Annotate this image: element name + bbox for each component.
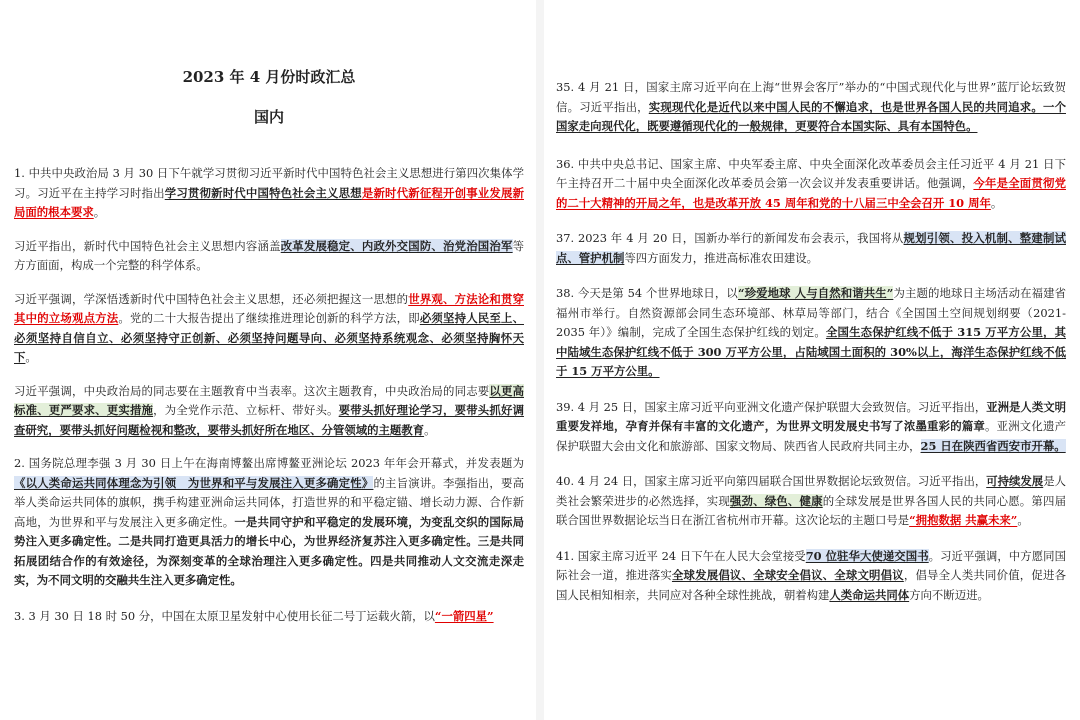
text-run: 。 (25, 350, 37, 364)
news-item-1-para-2 (14, 237, 524, 276)
key-point-text: 全球发展倡议、全球安全倡议、全球文明倡议 (671, 568, 904, 582)
news-item-38 (556, 284, 1066, 382)
blue-highlight-text: 70 位驻华大使递交国书 (805, 548, 929, 563)
key-point-text: 全国生态保护红线不低于 315 万平方公里，其中陆域生态保护红线不低于 300 万平方公里，占陆域国土面积的 30%以上，海洋生态保护红线不低于 15 万平方公里。 (556, 325, 1066, 378)
key-point-text: 学习贯彻新时代中国特色社会主义思想 (164, 185, 362, 200)
blue-highlight-text: 规划引领、投入机制、整建制试点、管护机制 (556, 231, 1066, 265)
green-highlight-text: 以更高标准、更严要求、更实措施 (14, 383, 524, 417)
blue-highlight-text: 改革发展稳定、内政外交国防、治党治国治军 (280, 238, 513, 253)
text-run: 。亚洲文化遗产保护联盟大会由文化和旅游部、国家文物局、陕西省人民政府共同主办， (556, 419, 1066, 453)
news-item-3 (14, 607, 524, 627)
text-run: 习近平强调，中央政治局的同志要在主题教育中当表率。这次主题教育，中央政治局的同志要 (14, 383, 490, 398)
news-item-35 (556, 78, 1066, 137)
news-item-1-para-3 (14, 290, 524, 368)
text-run: ，为全党作示范、立标杆、带好头。 (153, 403, 339, 417)
text-run: 。 (93, 205, 106, 219)
blue-highlight-text: 《以人类命运共同体理念为引领 为世界和平与发展注入更多确定性》 (14, 475, 374, 490)
news-item-37 (556, 229, 1066, 268)
bold-text: 亚洲是人类文明重要发祥地，孕育并保有丰富的文化遗产，为世界文明发展史书写了浓墨重彩的篇章 (556, 399, 1066, 433)
text-run: 的主旨演讲。李强指出，要高举人类命运共同体的旗帜，携手构建亚洲命运共同体，打造世界的和平稳定锚、增长动力源、合作新高地，为世界和平与发展注入更多确定性。 (14, 475, 524, 529)
news-item-2 (14, 454, 524, 591)
text-run: 39. 4 月 25 日，国家主席习近平向亚洲文化遗产保护联盟大会致贺信。习近平指出， (556, 399, 987, 414)
text-run: 为主题的地球日主场活动在福建省福州市举行。自然资源部会同生态环境部、林草局等部门，结合《全国国土空间规划纲要（2021-2035 年）》编制，完成了全国生态保护红线的划定。 (556, 286, 1066, 339)
text-run: 41. 国家主席习近平 24 日下午在人民大会堂接受 (556, 548, 806, 563)
text-run: 习近平强调，学深悟透新时代中国特色社会主义思想，还必须把握这一思想的 (14, 291, 409, 306)
text-run: 。 (1017, 513, 1029, 527)
document-title: 2023 年 4 月份时政汇总 (182, 68, 356, 86)
green-highlight-text: 强劲、绿色、健康 (729, 493, 823, 508)
text-run: 等方方面面，构成一个完整的科学体系。 (14, 238, 524, 272)
key-point-text: 人类命运共同体 (829, 587, 910, 602)
news-item-36 (556, 155, 1066, 214)
text-run: 习近平指出，新时代中国特色社会主义思想内容涵盖 (14, 238, 281, 253)
text-run: 1. 中共中央政治局 3 月 30 日下午就学习贯彻习近平新时代中国特色社会主义思想进行第四次集体学习。习近平在主持学习时指出 (14, 166, 524, 200)
text-run: 。党的二十大报告提出了继续推进理论创新的科学方法，即 (118, 311, 420, 325)
text-run: 是人类社会繁荣进步的必然选择，实现 (556, 474, 1066, 508)
news-item-39 (556, 398, 1066, 457)
text-run: ，倡导全人类共同价值，促进各国人民相知相亲，共同应对各种全球性挑战，朝着构建 (556, 568, 1066, 602)
text-run: 。 (990, 195, 1003, 210)
text-run: 。 (424, 422, 436, 437)
right-page (540, 0, 1080, 720)
text-run: 方向不断迈进。 (909, 587, 989, 602)
news-item-1 (14, 164, 524, 223)
news-item-40 (556, 472, 1066, 531)
red-key-point-text: 世界观、方法论和贯穿其中的立场观点方法 (14, 291, 524, 325)
bold-text: 一是共同守护和平稳定的发展环境，为变乱交织的国际局势注入更多确定性。二是共同打造更具活力的增长中心，为世界经济复苏注入更多确定性。三是共同拓展团结合作的有效途径，为深刻变革的全球治理注入更多确定性。四是共同推动人文交流走深走实，为不同文明的交融共生注入更多确定性。 (14, 514, 524, 587)
key-point-text: 必须坚持人民至上、必须坚持自信自立、必须坚持守正创新、必须坚持问题导向、必须坚持系统观念、必须坚持胸怀天下 (14, 311, 524, 364)
text-run: 37. 2023 年 4 月 20 日，国新办举行的新闻发布会表示，我国将从 (556, 231, 904, 245)
text-run: 。习近平强调，中方愿同国际社会一道，推进落实 (556, 548, 1066, 582)
red-key-point-text: “拥抱数据 共赢未来” (909, 513, 1018, 527)
news-item-1-para-4 (14, 382, 524, 441)
key-point-text: 要带头抓好理论学习，要带头抓好调查研究，要带头抓好问题检视和整改，要带头抓好所在地区、分管领域的主题教育 (14, 403, 524, 437)
text-run: 2. 国务院总理李强 3 月 30 日上午在海南博鳌出席博鳌亚洲论坛 2023 年年会开幕式，并发表题为 (14, 456, 524, 470)
news-item-41 (556, 547, 1066, 606)
text-run: 3. 3 月 30 日 18 时 50 分，中国在太原卫星发射中心使用长征二号丁运载火箭，以 (14, 608, 435, 623)
text-run: 的全球发展是世界各国人民的共同心愿。第四届联合国世界数据论坛当日在浙江省杭州市开幕。这次论坛的主题口号是 (556, 493, 1066, 527)
red-key-point-text: 今年是全面贯彻党的二十大精神的开局之年，也是改革开放 45 周年和党的十八届三中全会召开 10 周年 (556, 176, 1066, 210)
section-heading-domestic: 国内 (253, 108, 284, 126)
text-run: 36. 中共中央总书记、国家主席、中央军委主席、中央全面深化改革委员会主任习近平 4 月 21 日下午主持召开二十届中央全面深化改革委员会第一次会议并发表重要讲话。他强调， (556, 156, 1066, 190)
text-run: 35. 4 月 21 日，国家主席习近平向在上海“世界会客厅”举办的“中国式现代化与世界”蓝厅论坛致贺信。习近平指出， (556, 80, 1066, 114)
key-point-text: 实现现代化是近代以来中国人民的不懈追求，也是世界各国人民的共同追求。一个国家走向现代化，既要遵循现代化的一般规律，更要符合本国实际、具有本国特色。 (556, 99, 1066, 133)
text-run: 等四方面发力，推进高标准农田建设。 (624, 250, 819, 265)
red-key-point-text: 是新时代新征程开创事业发展新局面的根本要求 (14, 185, 524, 219)
red-key-point-text: “一箭四星” (434, 608, 494, 623)
blue-highlight-text: 25 日在陕西省西安市开幕。 (920, 438, 1066, 453)
green-highlight-text: “珍爱地球 人与自然和谐共生” (737, 286, 894, 300)
key-point-text: 可持续发展 (986, 474, 1044, 488)
text-run: 40. 4 月 24 日，国家主席习近平向第四届联合国世界数据论坛致贺信。习近平指出， (556, 474, 987, 488)
text-run: 38. 今天是第 54 个世界地球日，以 (556, 286, 738, 300)
